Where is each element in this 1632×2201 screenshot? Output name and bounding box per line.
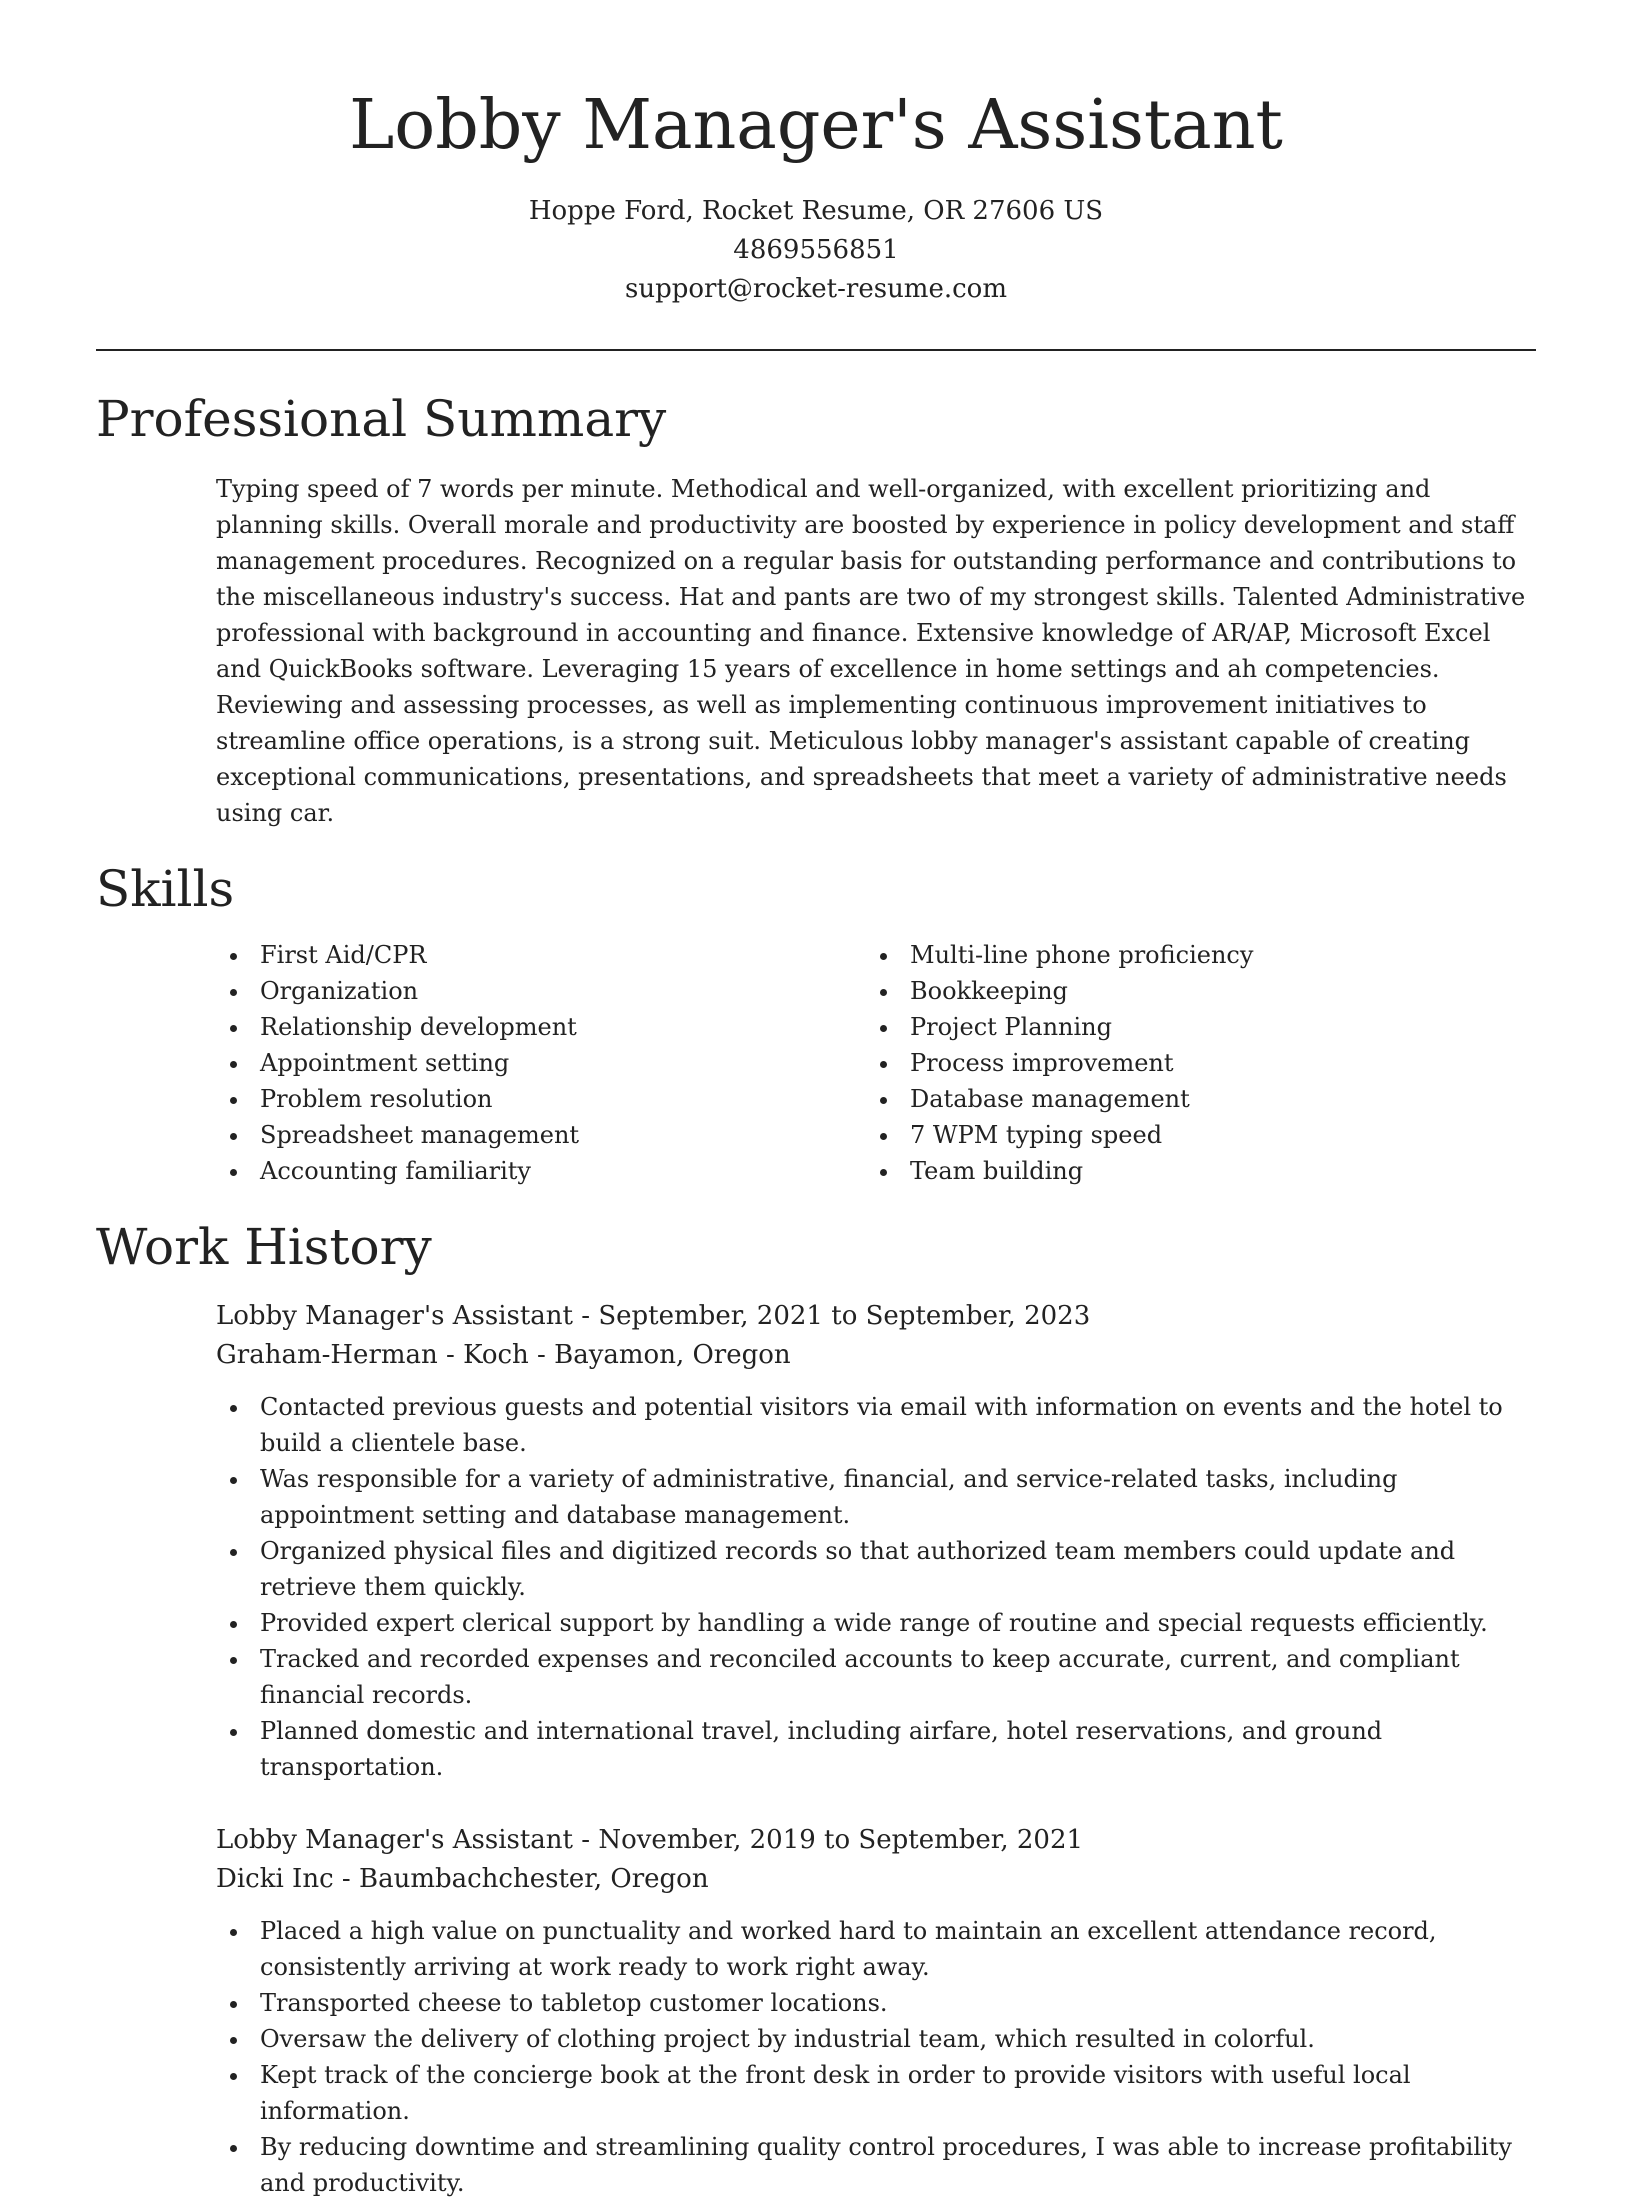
duty-item: Contacted previous guests and potential visitors via email with information on events and the hotel to build a clientele base.: [216, 1389, 1536, 1461]
separator: -: [581, 1825, 599, 1855]
skill-item: Multi-line phone proficiency: [866, 937, 1516, 973]
job-title: Lobby Manager's Assistant: [216, 1825, 574, 1855]
separator: -: [341, 1864, 359, 1894]
job-entry: [216, 1297, 1536, 1785]
skill-item: Bookkeeping: [866, 973, 1516, 1009]
duty-item: Tracked and recorded expenses and reconciled accounts to keep accurate, current, and compliant financial records.: [216, 1641, 1536, 1713]
summary-text: Typing speed of 7 words per minute. Methodical and well-organized, with excellent prioritizing and planning skills. Overall morale and productivity are boosted by experience in policy development and staff management procedures. Recognized on a regular basis for outstanding performance and contributions to the miscellaneous industry's success. Hat and pants are two of my strongest skills. Talented Administrative professional with background in accounting and finance. Extensive knowledge of AR/AP, Microsoft Excel and QuickBooks software. Leveraging 15 years of excellence in home settings and ah competencies. Reviewing and assessing processes, as well as implementing continuous improvement initiatives to streamline office operations, is a strong suit. Meticulous lobby manager's assistant capable of creating exceptional communications, presentations, and spreadsheets that meet a variety of administrative needs using car.: [216, 475, 1526, 827]
job-company-line: [216, 1860, 1536, 1899]
job-company-line: [216, 1336, 1536, 1375]
candidate-name: Lobby Manager's Assistant: [349, 86, 1283, 165]
skills-heading: Skills: [96, 860, 235, 918]
skill-item: Process improvement: [866, 1045, 1516, 1081]
duty-item: Was responsible for a variety of administrative, financial, and service-related tasks, including appointment setting and database management.: [216, 1461, 1536, 1533]
job-location: Baumbachchester, Oregon: [358, 1864, 709, 1894]
skill-item: Accounting familiarity: [216, 1153, 866, 1189]
address: Hoppe Ford, Rocket Resume, OR 27606 US: [528, 196, 1104, 226]
summary-heading: Professional Summary: [96, 390, 667, 448]
job-title-line: [216, 1821, 1536, 1860]
skills-column-left: [216, 937, 866, 1189]
duty-item: Kept track of the concierge book at the front desk in order to provide visitors with useful local information.: [216, 2057, 1536, 2129]
duty-item: Transported cheese to tabletop customer locations.: [216, 1985, 1536, 2021]
skill-item: Team building: [866, 1153, 1516, 1189]
duty-item: Placed a high value on punctuality and worked hard to maintain an excellent attendance record, consistently arriving at work ready to work right away.: [216, 1913, 1536, 1985]
skill-item: Relationship development: [216, 1009, 866, 1045]
skill-item: Spreadsheet management: [216, 1117, 866, 1153]
job-entry: [216, 1821, 1536, 2201]
job-title-line: [216, 1297, 1536, 1336]
work-history-heading: Work History: [96, 1218, 432, 1276]
duty-item: Planned domestic and international travel, including airfare, hotel reservations, and ground transportation.: [216, 1713, 1536, 1785]
skill-item: Organization: [216, 973, 866, 1009]
skill-item: Appointment setting: [216, 1045, 866, 1081]
email-address: support@rocket-resume.com: [624, 274, 1007, 304]
header-divider: [96, 349, 1536, 351]
separator: -: [581, 1301, 599, 1331]
skills-list: [216, 937, 1536, 1189]
skill-item: Database management: [866, 1081, 1516, 1117]
skill-item: Problem resolution: [216, 1081, 866, 1117]
separator: -: [537, 1340, 555, 1370]
resume-header: [0, 0, 1632, 309]
job-location: Bayamon, Oregon: [554, 1340, 791, 1370]
duty-item: Provided expert clerical support by handling a wide range of routine and special requests efficiently.: [216, 1605, 1536, 1641]
duty-item: By reducing downtime and streamlining quality control procedures, I was able to increase profitability and productivity.: [216, 2129, 1536, 2201]
job-duties: [216, 1389, 1536, 1785]
skill-item: 7 WPM typing speed: [866, 1117, 1516, 1153]
phone-number: 4869556851: [733, 235, 899, 265]
job-title: Lobby Manager's Assistant: [216, 1301, 574, 1331]
company-name: Graham-Herman - Koch: [216, 1340, 529, 1370]
duty-item: Oversaw the delivery of clothing project by industrial team, which resulted in colorful.: [216, 2021, 1536, 2057]
skill-item: Project Planning: [866, 1009, 1516, 1045]
skill-item: First Aid/CPR: [216, 937, 866, 973]
job-dates: November, 2019 to September, 2021: [598, 1825, 1084, 1855]
job-duties: [216, 1913, 1536, 2201]
duty-item: Organized physical files and digitized records so that authorized team members could update and retrieve them quickly.: [216, 1533, 1536, 1605]
job-dates: September, 2021 to September, 2023: [598, 1301, 1091, 1331]
skills-column-right: [866, 937, 1516, 1189]
company-name: Dicki Inc: [216, 1864, 334, 1894]
contact-block: [0, 192, 1632, 309]
